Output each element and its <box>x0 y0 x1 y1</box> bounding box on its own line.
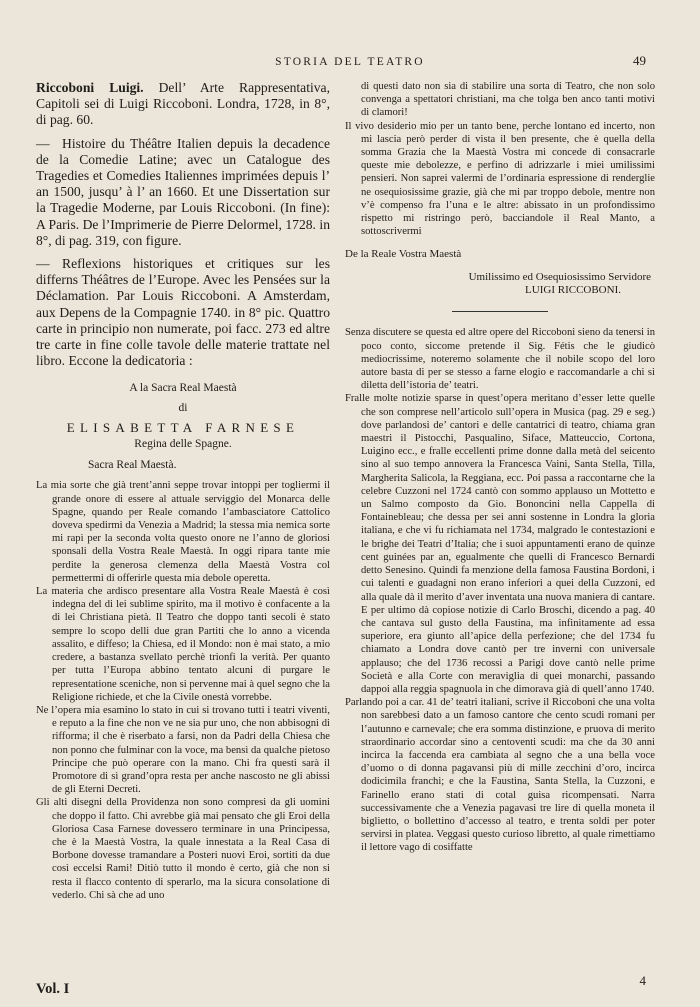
page-header <box>0 52 700 72</box>
bibliography-entry-3 <box>36 256 330 369</box>
letter-paragraph: Ne l’opera mia esamino lo stato in cui si trovano tutti i teatri viventi, e reputo a la fine che non ve ne sia pur uno, che non abbisogni di rifforma; il che è riserbato a farsi, non da Padri della Chiesa che non ponno che fulminar con la voce, ma bensì da qualche pietoso Principe che può operare con la mano. Chi fra questi sarà il Promotore di sì grand’opra resta per anche nascosto ne gli abissi de gli Eterni Decreti. <box>36 704 330 796</box>
section-divider <box>452 311 548 312</box>
letter-paragraph: Il vivo desiderio mio per un tanto bene, perche lontano ed incerto, non mi lascia però perder di vista il ben presente, che è quella della somma Grazia che la Maestà Vostra mi concede di consacrarle queste mie debolezze, e perfino di adrizzarle i miei umilissimi pensieri. Non saprei valermi de l’ordinaria espressione di renderglie ne osequiosissime grazie, già che mi par troppo debole, mentre non v’è compenso fra l’una e le altre: abissato in un profondissimo rispetto mi ristringo però, bacciandole il Real Manto, a sottoscrivermi <box>345 120 655 238</box>
letter-paragraph: Gli alti disegni della Providenza non sono compresi da gli uomini che doppo il fatto. Chi avrebbe già mai pensato che gli Eroi della Gloriosa Casa Farnese dovessero terminare in una Principessa, che è la Maestà Vostra, la quale innestata a la Real Casa di Borbone dovesse tramandare a Posteri nuovi Eroi, sortiti da due così eccelsi Rami! Ditiò tutto il mondo è certo, già che non si resta il flacco contento di sperarlo, ma la sicura consolatione di vederlo. Chi sà che ad uno <box>36 797 330 901</box>
dedication-letter-continued <box>345 80 655 238</box>
commentary-paragraph: Parlando poi a car. 41 de’ teatri italiani, scrive il Riccoboni che una volta non sarebbesi dato a un famoso cantore che cento scudi romani per l’autunno e carnevale; che era somma distinzione, e pruova di merito straordinario accordar sino a centoventi scudi: ma che da 30 anni incirca la faccenda era cambiata al segno che a una bella voce d’uomo o di donna pagavansi più di mille zecchini d’oro, incirca dodicimila franchi; e che la Faustina, Santa Stella, la Cuzzoni, e Farinello erano stati di cotal guisa ricompensati. Narra successivamente che a Venezia pagavasi tre lire di quella moneta il biglietto, o bollettino d’accesso al teatro, e trenta soldi per poter servirsi in platea. Veggasi questo curioso libretto, al quale rimettiamo il lettore vago di cosiffatte <box>345 697 655 854</box>
letter-paragraph: La materia che ardisco presentare alla Vostra Reale Maestà è così indegna del di lei sublime spirito, ma il motivo è confacente a la di lei Christiana pietà. Il Teatro che doppo tanti secoli è stato sempre lo scopo delli due gran Partiti che lo anno a vicenda assalito, e diffeso; la Chiesa, ed il Mondo: non è mai stato, a mio credere, a bastanza svellato perchè trionfi la verità. Per quanto per tutta l’Europa abbino tentato alcuni di purgare le representatione sceniche, non si pervenne mai à quel segno che la Religione richiede, et che la Civile onestà vorrebbe. <box>36 586 330 703</box>
dedication-letter <box>36 479 330 902</box>
commentary <box>345 326 655 854</box>
dedication-name: ELISABETTA FARNESE <box>66 420 300 436</box>
entry-text: Histoire du Théâtre Italien depuis la decadence de la Comedie Latine; avec un Catalogue des Tragedies et Comedies Italiennes imprimées depuis l’ an 1500, jusqu’ à l’ an 1660. Et une Dissertation sur la Tragedie Moderne, par Louis Riccoboni. (In fine): A Paris. De l’Imprimerie de Pierre Delormel, 1728. in 8°, di pag. 319, con figure. <box>36 135 330 248</box>
dedication-line: Regina delle Spagne. <box>134 438 232 451</box>
entry-text: Dell’ Arte Rappresentativa, Capitoli sei di Luigi Riccoboni. Londra, 1728, in 8°, di pag. 60. <box>36 80 330 128</box>
bibliography-entry-1 <box>36 80 330 129</box>
left-column <box>36 80 330 902</box>
closing-line: De la Reale Vostra Maestà <box>345 248 462 261</box>
entry-text: Reflexions historiques et critiques sur les differns Théâtres de l’Europe. Avec les Pensées sur la Déclamation. Par Louis Riccoboni. A Amsterdam, aux Depens de la Compagnie 1740. in 8° pic. Quattro carte in principio non numerate, poi facc. 273 ed altre tre carte in fine colle tavole delle materie trattate nel libro. Eccone la dedicatoria : <box>36 256 330 369</box>
closing-signature-title: Umilissimo ed Osequiosissimo Servidore <box>468 271 651 284</box>
dedication-line: di <box>178 402 188 415</box>
dedication-line: A la Sacra Real Maestà <box>129 382 237 395</box>
signature-mark: 4 <box>639 973 646 988</box>
page-number: 49 <box>633 53 646 68</box>
letter-closing <box>345 248 655 297</box>
dash-mark: — <box>36 135 50 151</box>
commentary-paragraph: Senza discutere se questa ed altre opere del Riccoboni sieno da tenersi in poco conto, siccome pretende il Sig. Fétis che le giudicò mediocrissime, noteremo solamente che il nobile scopo del loro autore basta di per se stesso a farne elogio e raccomandarle a chi si diletta dell’istoria de’ teatri. <box>345 327 655 392</box>
entry-author: Riccoboni Luigi. <box>36 80 144 95</box>
bibliography-entry-2 <box>36 136 330 249</box>
salutation: Sacra Real Maestà. <box>88 459 177 472</box>
running-title: STORIA DEL TEATRO <box>275 56 425 68</box>
letter-paragraph: di questi dato non sia di stabilire una sorta di Teatro, che non solo convenga a spettatori christiani, ma che tolga ben anco tanti motivi di clamori! <box>361 81 655 119</box>
commentary-paragraph: Fralle molte notizie sparse in quest’opera meritano d’esser lette quelle che son comprese nell’articolo sull’opera in Musica (pag. 29 e seg.) dove parlandosi de’ cantori e delle cantatrici di teatro, chiama gran maestri il Pistocchi, Pasqualino, Siface, Matteuccio, Cortona, Luigino ecc., e fralle eccellenti prime donne dalla metà del seicento sino al suo tempo annovera la Francesca Vaini, Santa Stella, Tilla, Margherita Salicola, la Reggiana, ecc. Poi passa a raccontarne che la celebre Cuzzoni nel 1724 cantò con sommo applauso un Mottetto e un Salmo composto da Gio. Bononcini nella Cappella di Fontainebleau; che dessa per sei anni sostenne in Londra la gloria italiana, e che vi fu richiamata nel 1734, malgrado le contestazioni e le brighe dei Teatri d’Italia; che i suoi appuntamenti erano de quinze cent guinées par an, egualmente che quelli di Francesco Bernardi detto Senesino. Quindi fa menzione della famosa Faustina Bordoni, i cui talenti e guadagni non erano inferiori a quei della Cuzzoni, ed alla quale dà il merito d’aver inventata una nuova maniera di cantare. E per ultimo dà copiose notizie di Carlo Broschi, dicendo a pag. 40 che cantava sul gusto della Faustina, ma infinitamente ad essa superiore, era giunto all’apice della perfezione; che del 1734 fu chiamato a Londra dove cantò per tre inverni con universale applauso; che del 1736 recossi a Parigi dove cantò nelle prime Società e alla Corte con meraviglia di quei monarchi, passando dappoi alla reggia spagnuola in che dimorava già di quell’anno 1740. <box>345 393 655 695</box>
dedication-heading <box>36 381 330 451</box>
letter-paragraph: La mia sorte che già trent’anni seppe trovar intoppi per togliermi il grande onore di essere al attuale serviggio del Monarca delle Spagne, quando per Reale comando l’ambasciatore Cattolico doveva spedirmi da Venezia a Madrid; la stessa mia nemica sorte mi rapì per la seconda volta questo onore ne l’anno de gloriosi sponsali della Vostra Reale Maestà. In oggi ripara tante mie perdite la generosa clemenza della Maestà Vostra col permettermi di offerirle questa mia debole operetta. <box>36 480 330 584</box>
dash-mark: — <box>36 256 50 272</box>
volume-label: Vol. I <box>36 981 70 997</box>
closing-signature-name: LUIGI RICCOBONI. <box>525 284 621 297</box>
right-column <box>345 80 655 855</box>
